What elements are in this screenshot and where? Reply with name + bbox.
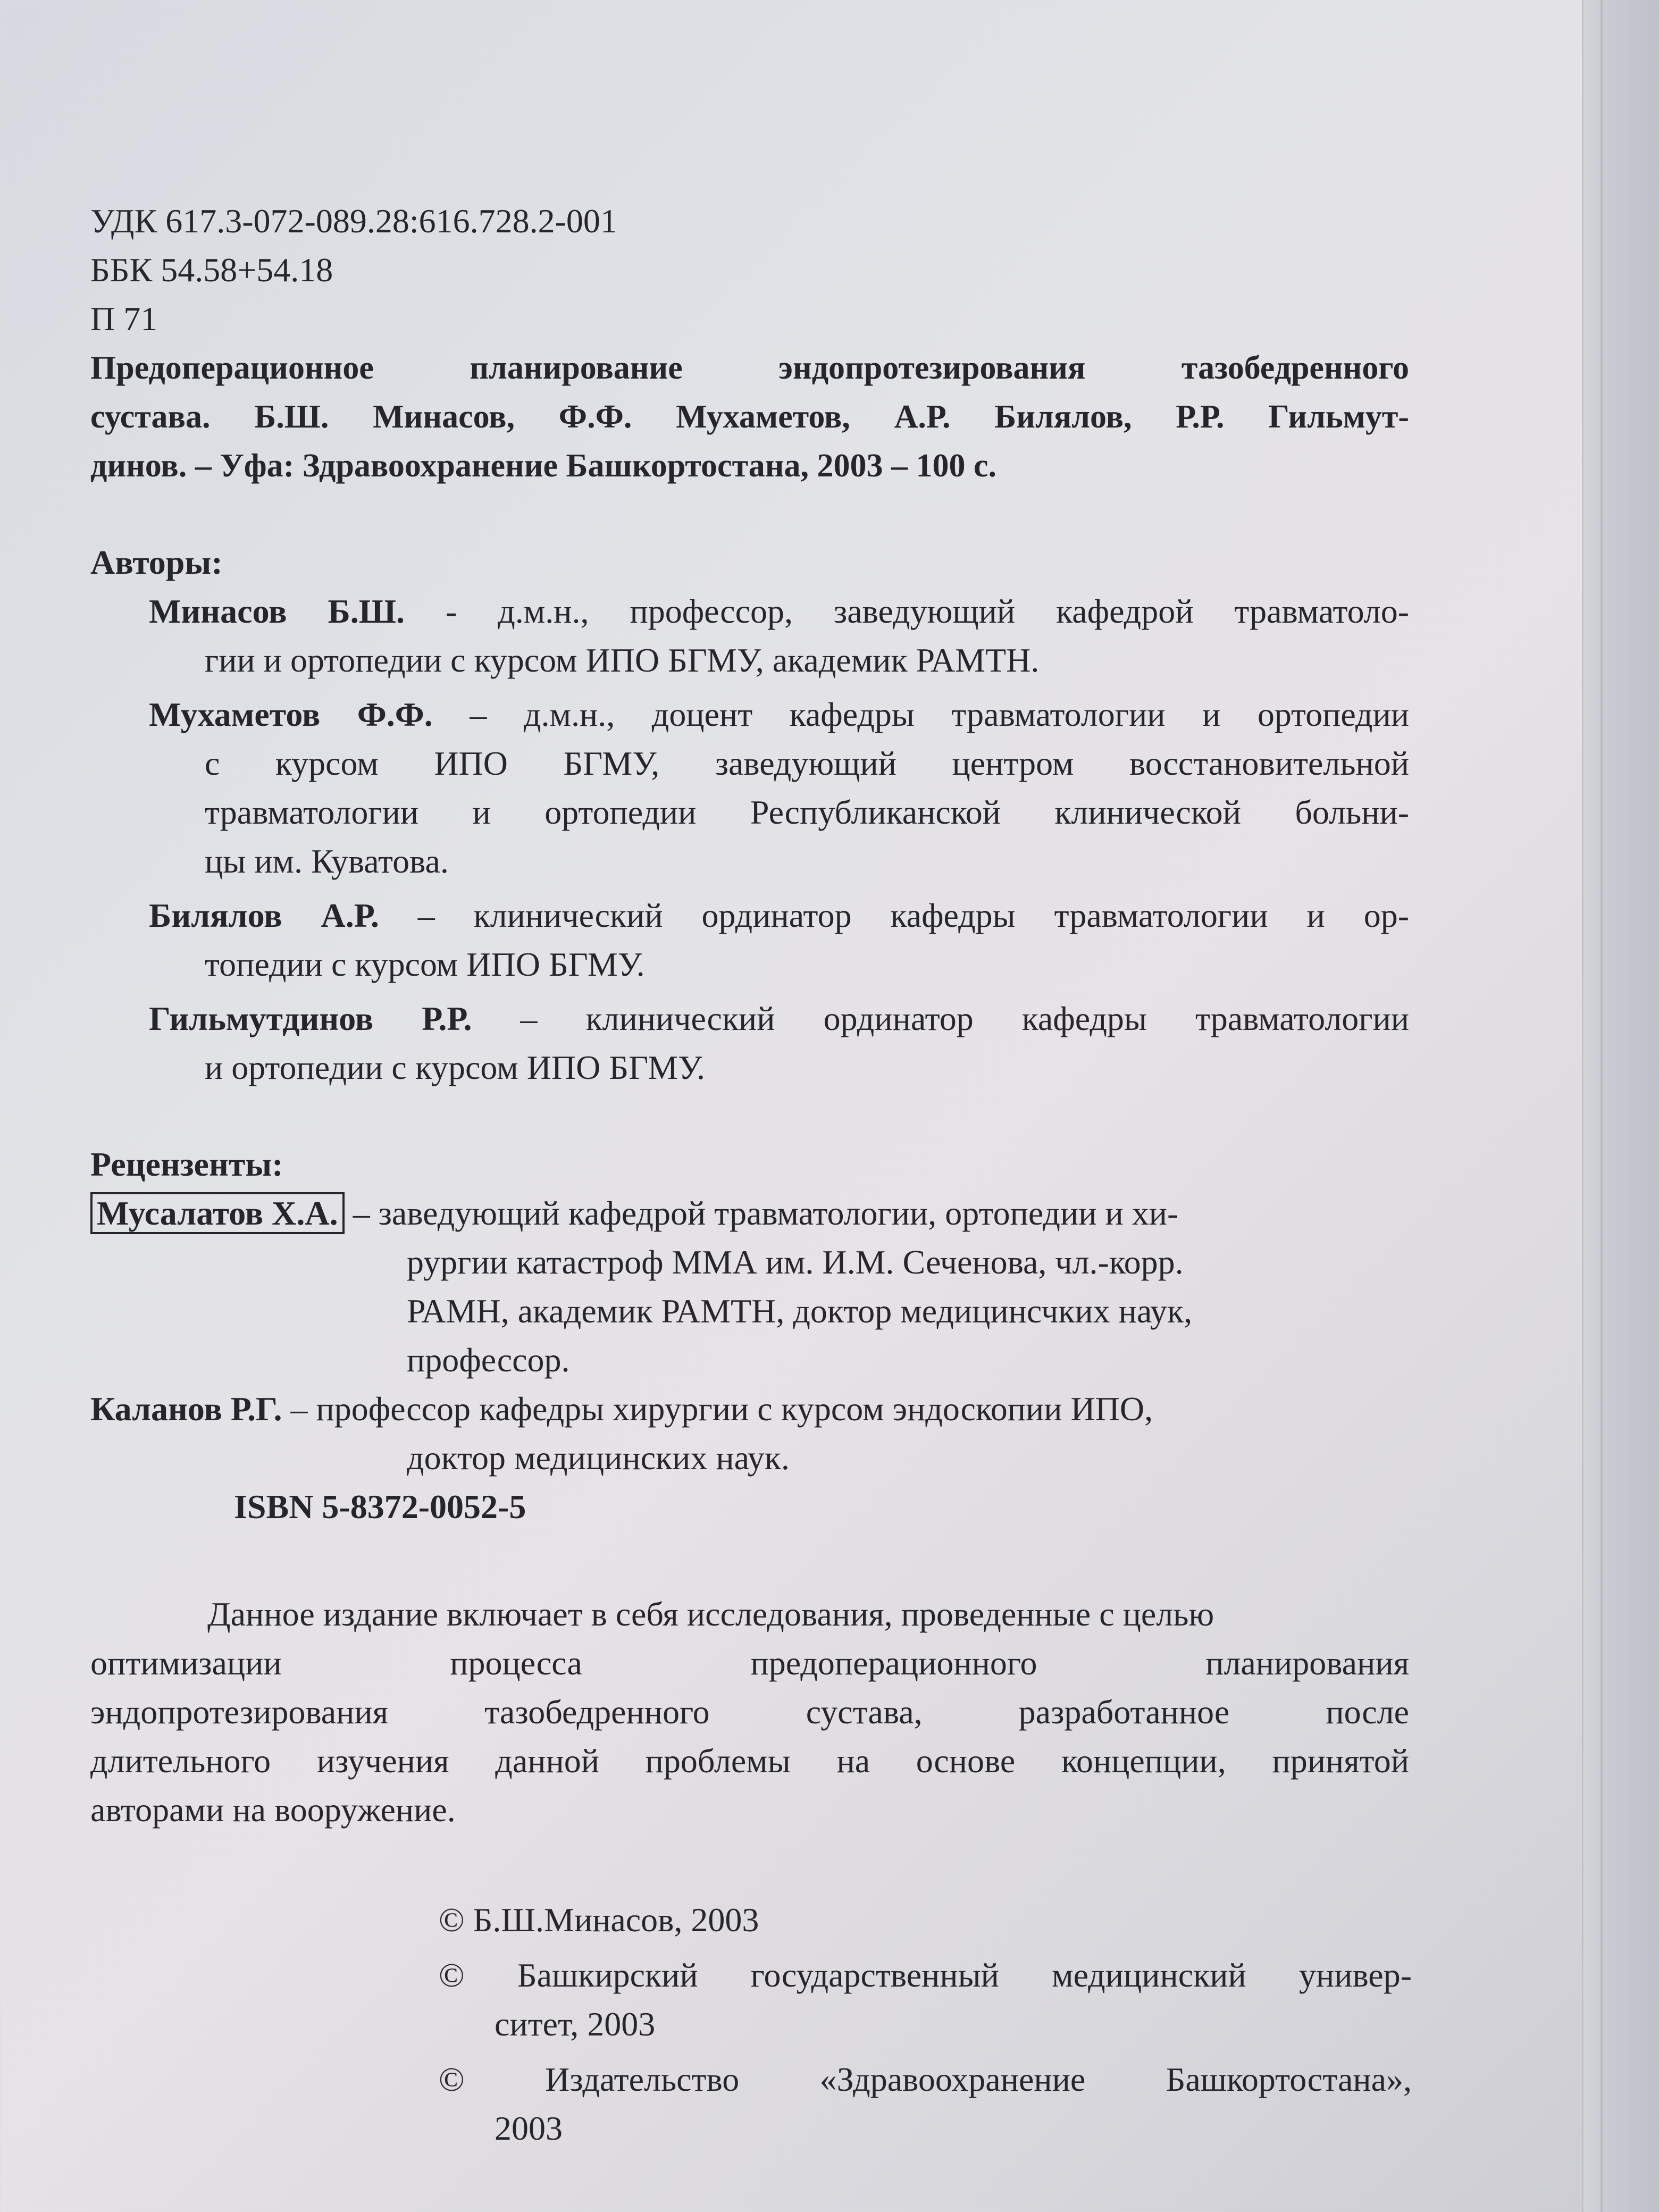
reviewer-description: профессор.: [407, 1341, 570, 1379]
reviewers-heading: Рецензенты:: [90, 1145, 283, 1183]
author-description: гии и ортопедии с курсом ИПО БГМУ, академик РАМТН.: [205, 641, 1040, 679]
author-description: – клинический ординатор кафедры травматологии: [472, 1000, 1409, 1037]
author-name: Минасов Б.Ш.: [149, 592, 405, 630]
authors-heading: Авторы:: [90, 543, 223, 581]
abstract-line: оптимизации процесса предоперационного планирования: [90, 1644, 1409, 1682]
title-line: сустава. Б.Ш. Минасов, Ф.Ф. Мухаметов, А.Р. Билялов, Р.Р. Гильмут-: [90, 399, 1409, 435]
title-line: Предоперационное планирование эндопротезирования тазобедренного: [90, 350, 1409, 386]
copyright-line: ситет, 2003: [495, 2005, 656, 2043]
title-line: динов. – Уфа: Здравоохранение Башкортостана, 2003 – 100 с.: [90, 448, 997, 484]
udk-code: УДК 617.3-072-089.28:616.728.2-001: [90, 202, 617, 240]
copyright-entry: [439, 1896, 1412, 1945]
author-entry: [149, 891, 1409, 989]
abstract-line: Данное издание включает в себя исследования, проведенные с целью: [207, 1595, 1214, 1633]
reviewer-description: РАМН, академик РАМТН, доктор медицинсчких наук,: [407, 1292, 1193, 1330]
author-name: Гильмутдинов Р.Р.: [149, 1000, 472, 1037]
abstract-line: эндопротезирования тазобедренного сустава, разработанное после: [90, 1693, 1409, 1731]
copyright-entry: [439, 2055, 1412, 2153]
copyright-block: [439, 1896, 1412, 2153]
reviewer-entry: [90, 1189, 1409, 1385]
abstract: [90, 1590, 1409, 1834]
reviewer-description: доктор медицинских наук.: [407, 1439, 790, 1477]
catalog-header: [90, 197, 1420, 343]
author-entry: [149, 690, 1409, 886]
document-page: [90, 197, 1420, 2159]
copyright-line: © Издательство «Здравоохранение Башкортостана»,: [439, 2060, 1412, 2098]
reviewer-name: Каланов Р.Г.: [90, 1390, 282, 1428]
reviewer-name: Мусалатов Х.А.: [90, 1192, 345, 1234]
author-description: – д.м.н., доцент кафедры травматологии и ортопедии: [432, 696, 1410, 733]
copyright-line: © Б.Ш.Минасов, 2003: [439, 1901, 759, 1939]
copyright-line: © Башкирский государственный медицинский универ-: [439, 1956, 1412, 1994]
author-description: травматологии и ортопедии Республиканской клинической больни-: [205, 793, 1409, 831]
copyright-entry: [439, 1951, 1412, 2049]
author-description: - д.м.н., профессор, заведующий кафедрой травматоло-: [405, 592, 1410, 630]
author-description: и ортопедии с курсом ИПО БГМУ.: [205, 1049, 706, 1086]
copyright-line: 2003: [495, 2109, 563, 2147]
author-description: с курсом ИПО БГМУ, заведующий центром восстановительной: [205, 744, 1409, 782]
author-description: цы им. Куватова.: [205, 842, 449, 880]
author-description: топедии с курсом ИПО БГМУ.: [205, 945, 645, 983]
author-entry: [149, 994, 1409, 1092]
reviewer-description: рургии катастроф ММА им. И.М. Сеченова, чл.-корр.: [407, 1243, 1184, 1281]
author-mark: П 71: [90, 300, 158, 338]
author-name: Мухаметов Ф.Ф.: [149, 696, 433, 733]
reviewer-description: – профессор кафедры хирургии с курсом эндоскопии ИПО,: [282, 1390, 1153, 1428]
page-edge-line: [1601, 0, 1603, 2212]
bibliographic-title: [90, 343, 1409, 490]
abstract-line: авторами на вооружение.: [90, 1791, 456, 1829]
author-name: Билялов А.Р.: [149, 896, 379, 934]
page-edge: [1582, 0, 1659, 2212]
author-entry: [149, 587, 1409, 685]
isbn: ISBN 5-8372-0052-5: [234, 1488, 526, 1526]
reviewer-description: – заведующий кафедрой травматологии, ортопедии и хи-: [344, 1194, 1179, 1232]
bbk-code: ББК 54.58+54.18: [90, 251, 333, 289]
author-description: – клинический ординатор кафедры травматологии и ор-: [379, 896, 1410, 934]
abstract-line: длительного изучения данной проблемы на основе концепции, принятой: [90, 1742, 1409, 1780]
reviewer-entry: [90, 1385, 1409, 1482]
